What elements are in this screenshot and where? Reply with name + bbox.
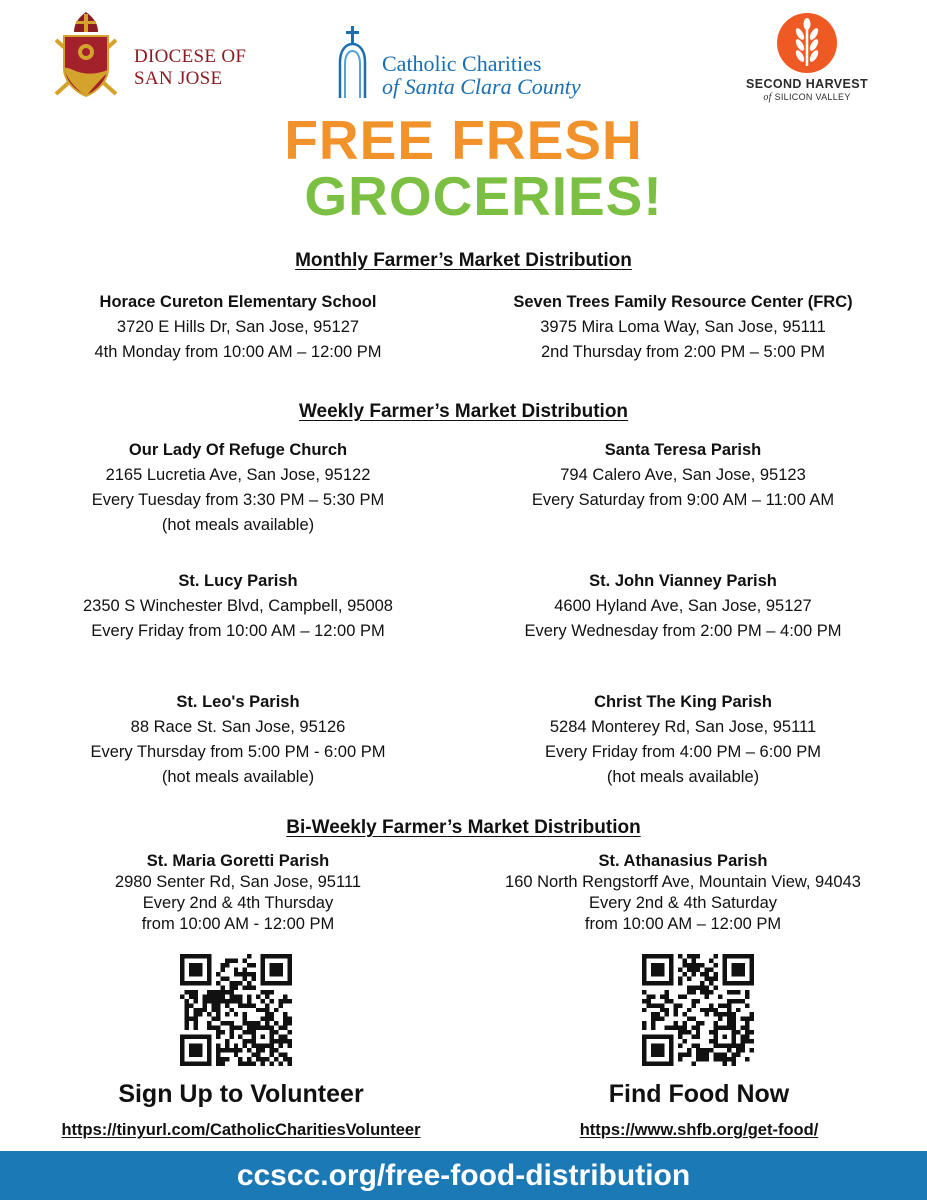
monthly-section-title: Monthly Farmer’s Market Distribution [295, 250, 632, 271]
location-st-lucy [38, 569, 438, 644]
location-schedule: Every Wednesday from 2:00 PM – 4:00 PM [524, 622, 842, 640]
location-address: 4600 Hyland Ave, San Jose, 95127 [554, 597, 812, 615]
location-seven-trees [483, 290, 883, 365]
location-schedule: Every Friday from 10:00 AM – 12:00 PM [91, 622, 385, 640]
location-schedule: Every Tuesday from 3:30 PM – 5:30 PM [91, 491, 385, 509]
location-santa-teresa [483, 438, 883, 513]
location-address: 3720 E Hills Dr, San Jose, 95127 [116, 318, 360, 336]
diocese-name [134, 46, 246, 90]
location-time: from 10:00 AM – 12:00 PM [584, 915, 782, 933]
catholic-charities-logo [336, 26, 616, 104]
location-name: Our Lady Of Refuge Church [128, 441, 348, 459]
second-harvest-valley: SILICON VALLEY [774, 92, 851, 102]
diocese-line2: SAN JOSE [134, 68, 223, 89]
cc-line2: of Santa Clara County [382, 74, 581, 99]
second-harvest-line1: SECOND HARVEST [745, 77, 869, 91]
volunteer-link[interactable]: https://tinyurl.com/CatholicCharitiesVolunteer [61, 1121, 421, 1139]
location-address: 2165 Lucretia Ave, San Jose, 95122 [105, 466, 371, 484]
footer-url-bar[interactable]: ccscc.org/free-food-distribution [0, 1151, 927, 1200]
biweekly-section-title: Bi-Weekly Farmer’s Market Distribution [286, 817, 641, 838]
location-note: (hot meals available) [161, 516, 315, 534]
location-name: Seven Trees Family Resource Center (FRC) [513, 293, 853, 311]
location-address: 2980 Senter Rd, San Jose, 95111 [114, 873, 362, 891]
find-food-link[interactable]: https://www.shfb.org/get-food/ [579, 1121, 819, 1139]
location-name: St. Athanasius Parish [598, 852, 768, 870]
location-name: St. Leo's Parish [176, 693, 300, 711]
location-address: 88 Race St. San Jose, 95126 [130, 718, 346, 736]
wheat-icon [776, 12, 838, 74]
second-harvest-of: of [763, 92, 772, 103]
location-st-leos [38, 690, 438, 790]
location-schedule: Every Friday from 4:00 PM – 6:00 PM [544, 743, 821, 761]
diocese-logo [44, 10, 264, 102]
food-qr-code-icon[interactable] [642, 954, 754, 1066]
second-harvest-line2 [732, 92, 882, 103]
cross-arch-icon [336, 26, 380, 104]
headline-groceries: GROCERIES! [304, 165, 663, 227]
location-st-maria-goretti [38, 851, 438, 935]
find-food-heading: Find Food Now [608, 1080, 790, 1108]
location-note: (hot meals available) [161, 768, 315, 786]
location-schedule: Every Thursday from 5:00 PM - 6:00 PM [90, 743, 386, 761]
location-st-athanasius [483, 851, 883, 935]
volunteer-heading: Sign Up to Volunteer [118, 1080, 364, 1108]
cc-line1: Catholic Charities [382, 51, 542, 76]
location-note: (hot meals available) [606, 768, 760, 786]
location-address: 2350 S Winchester Blvd, Campbell, 95008 [82, 597, 393, 615]
location-schedule: Every Saturday from 9:00 AM – 11:00 AM [531, 491, 835, 509]
location-schedule: 4th Monday from 10:00 AM – 12:00 PM [94, 343, 382, 361]
diocese-line1: DIOCESE OF [134, 46, 247, 67]
location-address: 160 North Rengstorff Ave, Mountain View, 94043 [505, 873, 861, 891]
volunteer-qr-code-icon[interactable] [180, 954, 292, 1066]
location-address: 794 Calero Ave, San Jose, 95123 [560, 466, 806, 484]
location-address: 3975 Mira Loma Way, San Jose, 95111 [540, 318, 826, 336]
location-address: 5284 Monterey Rd, San Jose, 95111 [549, 718, 817, 736]
location-name: St. John Vianney Parish [589, 572, 777, 590]
location-christ-the-king [483, 690, 883, 790]
diocese-crest-icon [44, 10, 128, 102]
location-horace-cureton [38, 290, 438, 365]
weekly-section-title: Weekly Farmer’s Market Distribution [298, 401, 629, 422]
headline-free-fresh: FREE FRESH [284, 109, 643, 171]
second-harvest-logo [732, 12, 882, 108]
location-name: Santa Teresa Parish [604, 441, 762, 459]
location-schedule: Every 2nd & 4th Saturday [588, 894, 778, 912]
location-schedule: 2nd Thursday from 2:00 PM – 5:00 PM [540, 343, 825, 361]
location-name: Christ The King Parish [594, 693, 772, 711]
location-st-john-vianney [483, 569, 883, 644]
location-name: Horace Cureton Elementary School [99, 293, 377, 311]
location-time: from 10:00 AM - 12:00 PM [141, 915, 335, 933]
location-our-lady-of-refuge [38, 438, 438, 538]
catholic-charities-name [382, 52, 581, 98]
location-schedule: Every 2nd & 4th Thursday [142, 894, 334, 912]
location-name: St. Maria Goretti Parish [146, 852, 330, 870]
location-name: St. Lucy Parish [178, 572, 298, 590]
